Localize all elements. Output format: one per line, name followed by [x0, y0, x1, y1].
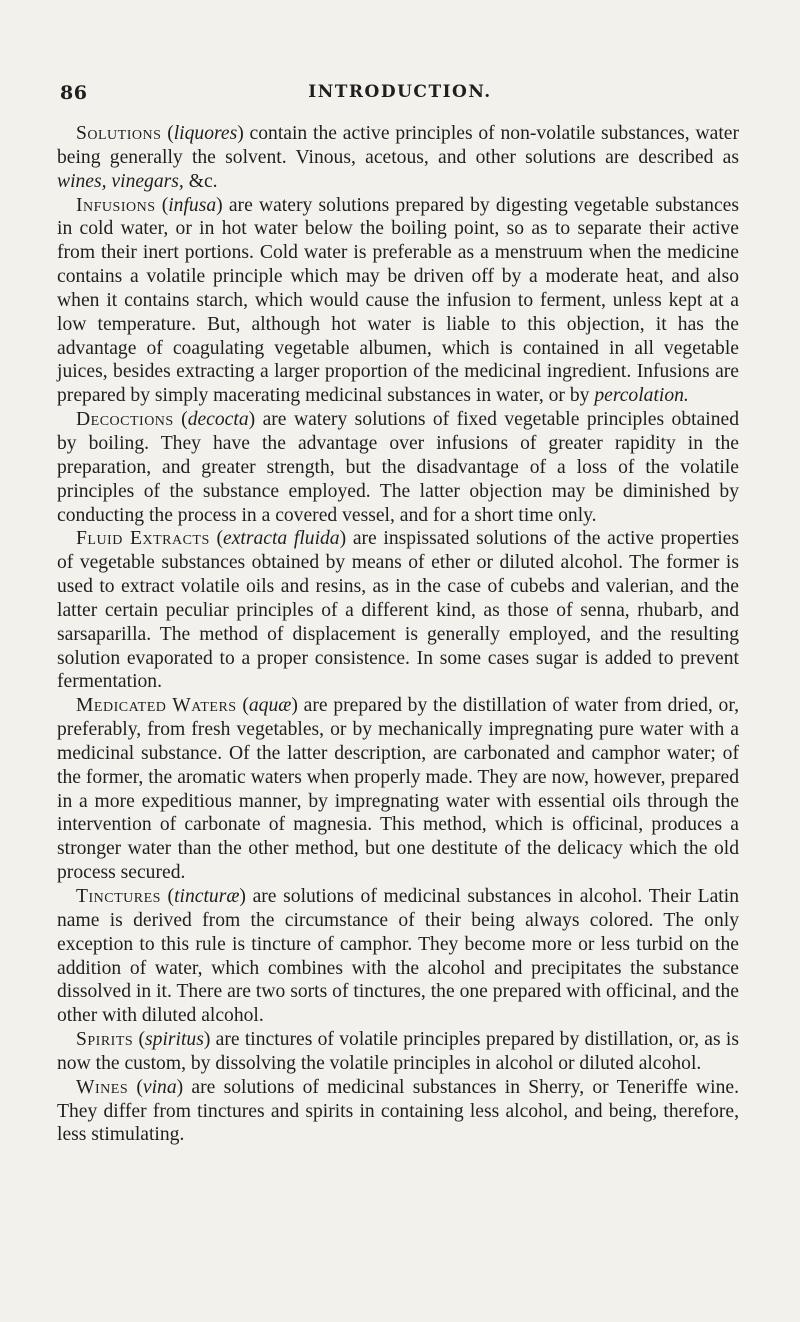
entry-fluid-extracts: Fluid Extracts (extracta fluida) are inspissated solutions of the active properties of vegetable substances obtained by means of ether or diluted alcohol. The former is used to extract volatile oils and resins, as in the case of cubebs and valerian, and the latter certain peculiar principles of a different kind, as those of senna, rhubarb, and sarsaparilla. The method of displacement is generally employed, and the resulting solution evaporated to a proper consistence. In some cases sugar is added to prevent fermentation.: [57, 528, 739, 693]
entry-text: are prepared by the distillation of water from dried, or, preferably, from fresh vegetables, or by mechanically impregnating pure water with a medicinal substance. Of the latter description, are carbonated and camphor water; of the former, the aromatic waters when properly made. They are now, however, prepared in a more expeditious manner, by impregnating water with essential oils through the intervention of carbonate of magnesia. This method, which is officinal, produces a stronger water than the other method, but one destitute of the delicacy which the old process secured.: [57, 695, 739, 884]
entry-term: Spirits: [76, 1029, 134, 1051]
entry-infusions: Infusions (infusa) are watery solutions prepared by digesting vegetable substances in cold water, or in hot water below the boiling point, so as to separate their active from their inert portions. Cold water is preferable as a menstruum when the medicine contains a volatile principle which may be driven off by a moderate heat, and also when it contains starch, which would cause the infusion to ferment, unless kept at a low temperature. But, although hot water is liable to this objection, it has the advantage of coagulating vegetable albumen, which is contained in all vegetable juices, besides extracting a larger proportion of the medicinal ingredient. Infusions are prepared by simply macerating medicinal substances in water, or by percolation.: [57, 194, 739, 407]
entry-decoctions: Decoctions (decocta) are watery solutions of fixed vegetable principles obtained by boiling. They have the advantage over infusions of greater rapidity in the preparation, and greater strength, but the disadvantage of a loss of the volatile principles of the substance employed. The latter objection may be diminished by conducting the process in a covered vessel, and for a short time only.: [57, 409, 739, 526]
entry-term: Medicated Waters: [76, 695, 237, 717]
entry-wines: Wines (vina) are solutions of medicinal substances in Sherry, or Teneriffe wine. They differ from tinctures and spirits in containing less alcohol, and being, therefore, less stimulating.: [57, 1076, 739, 1146]
entry-spirits: Spirits (spiritus) are tinctures of volatile principles prepared by distillation, or, as is now the custom, by dissolving the volatile principles in alcohol or diluted alcohol.: [57, 1029, 739, 1074]
running-head: [0, 82, 800, 104]
body-text: [57, 122, 739, 1147]
entry-medicated-waters: Medicated Waters (aquæ) are prepared by the distillation of water from dried, or, preferably, from fresh vegetables, or by mechanically impregnating pure water with a medicinal substance. Of the latter description, are carbonated and camphor water; of the former, the aromatic waters when properly made. They are now, however, prepared in a more expeditious manner, by impregnating water with essential oils through the intervention of carbonate of magnesia. This method, which is officinal, produces a stronger water than the other method, but one destitute of the delicacy which the old process secured.: [57, 695, 739, 884]
entry-tinctures: Tinctures (tincturæ) are solutions of medicinal substances in alcohol. Their Latin name is derived from the circumstance of their being always colored. The only exception to this rule is tincture of camphor. They become more or less turbid on the addition of water, which combines with the alcohol and precipitates the substance dissolved in it. There are two sorts of tinctures, the one prepared with officinal, and the other with diluted alcohol.: [57, 886, 739, 1027]
entry-term: Wines: [76, 1076, 129, 1098]
entry-term: Solutions: [76, 123, 162, 144]
entry-text: are inspissated solutions of the active properties of vegetable substances obtained by means of ether or diluted alcohol. The former is used to extract volatile oils and resins, as in the case of cubebs and valerian, and the latter certain peculiar principles of a different kind, as those of senna, rhubarb, and sarsaparilla. The method of displacement is generally employed, and the resulting solution evaporated to a proper consistence. In some cases sugar is added to prevent fermentation.: [57, 528, 739, 693]
entry-text: are watery solutions prepared by digesting vegetable substances in cold water, or in hot water below the boiling point, so as to separate their active from their inert portions. Cold water is preferable as a menstruum when the medicine contains a volatile principle which may be driven off by a moderate heat, and also when it contains starch, which would cause the infusion to ferment, unless kept at a low temperature. But, although hot water is liable to this objection, it has the advantage of coagulating vegetable albumen, which is contained in all vegetable juices, besides extracting a larger proportion of the medicinal ingredient. Infusions are prepared by simply macerating medicinal substances in water, or by: [57, 194, 739, 407]
entry-latin-name: aquæ: [248, 695, 292, 717]
entry-solutions: Solutions (liquores) contain the active principles of non-volatile substances, water being generally the solvent. Vinous, acetous, and other solutions are described as wines, vinegars, &c.: [57, 123, 739, 192]
entry-latin-name: extracta fluida: [223, 528, 340, 550]
entry-text: are solutions of medicinal substances in Sherry, or Teneriffe wine. They differ from tinctures and spirits in containing less alcohol, and being, therefore, less stimulating.: [57, 1076, 739, 1146]
entry-term: Decoctions: [76, 409, 174, 431]
entry-emphasis: wines, vinegars,: [57, 170, 184, 192]
entry-text: are watery solutions of fixed vegetable principles obtained by boiling. They have the advantage over infusions of greater rapidity in the preparation, and greater strength, but the disadvantage of a loss of the volatile principles of the substance employed. The latter objection may be diminished by conducting the process in a covered vessel, and for a short time only.: [57, 409, 739, 526]
running-title: INTRODUCTION.: [308, 82, 492, 102]
entry-term: Infusions: [76, 194, 156, 216]
entry-term: Tinctures: [76, 886, 161, 907]
entry-text: are solutions of medicinal substances in alcohol. Their Latin name is derived from the circumstance of their being always colored. The only exception to this rule is tincture of camphor. They become more or less turbid on the addition of water, which combines with the alcohol and precipitates the substance dissolved in it. There are two sorts of tinctures, the one prepared with officinal, and the other with diluted alcohol.: [57, 886, 739, 1027]
entry-latin-name: infusa: [168, 194, 217, 216]
entry-latin-name: spiritus: [145, 1029, 204, 1051]
entry-text: contain the active principles of non-volatile substances, water being generally the solvent. Vinous, acetous, and other solutions are described as: [57, 123, 739, 168]
page-number: 86: [60, 82, 88, 104]
entry-term: Fluid Extracts: [76, 528, 210, 550]
entry-latin-name: vina: [142, 1076, 177, 1098]
entry-latin-name: tincturæ: [174, 886, 240, 907]
entry-latin-name: liquores: [173, 123, 238, 144]
entry-text-tail: &c.: [183, 170, 218, 192]
entry-emphasis: percolation.: [594, 385, 689, 407]
entry-latin-name: decocta: [187, 409, 249, 431]
entry-text: are tinctures of volatile principles prepared by distillation, or, as is now the custom, by dissolving the volatile principles in alcohol or diluted alcohol.: [57, 1029, 739, 1074]
